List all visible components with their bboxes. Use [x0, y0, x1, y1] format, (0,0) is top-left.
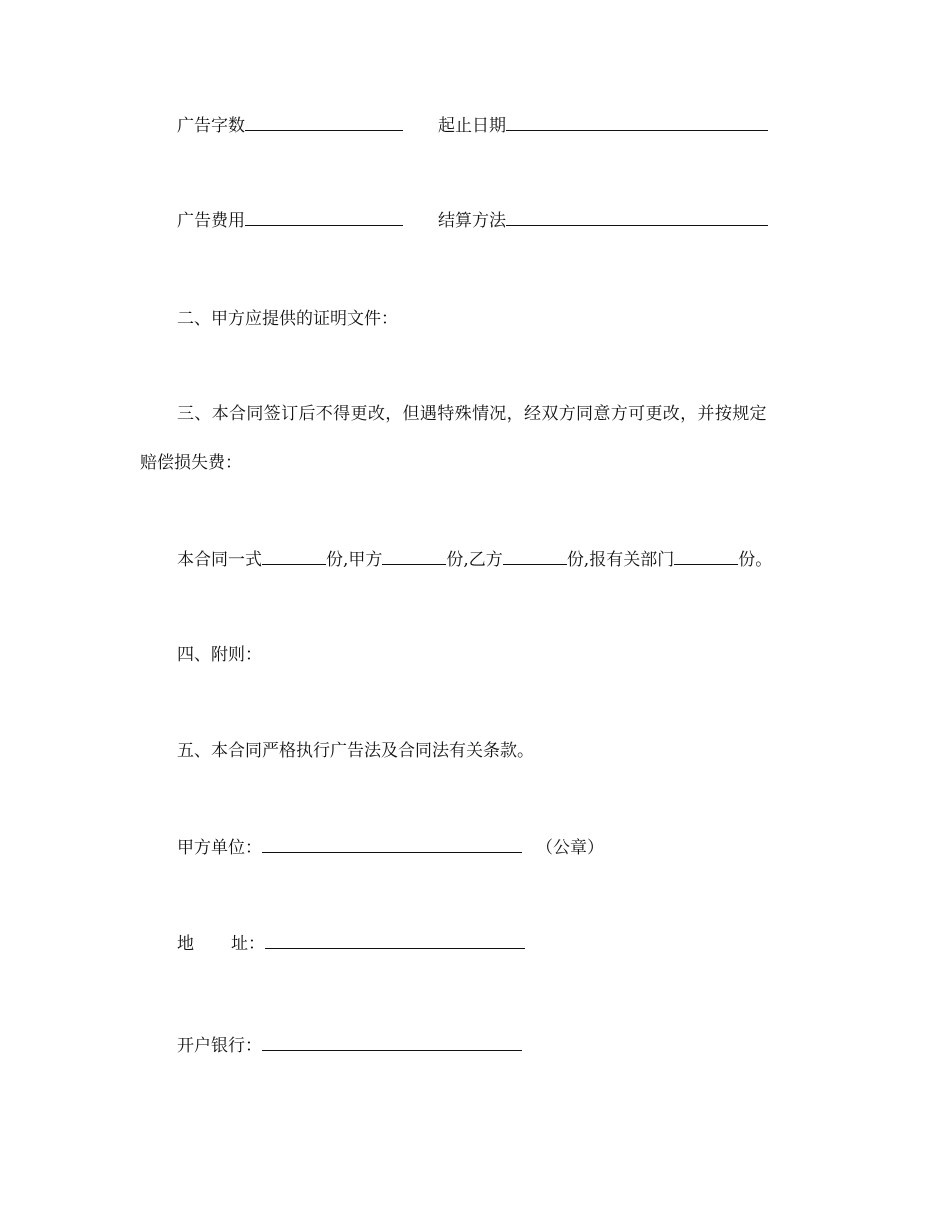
clause-3-line-2: 赔偿损失费： [140, 453, 242, 473]
clause-4: 四、附则： [177, 645, 262, 665]
ad-word-count-blank[interactable] [245, 114, 403, 131]
copies-label-4: 份,报有关部门 [566, 550, 675, 570]
settlement-method-field [438, 209, 768, 232]
party-a-blank[interactable] [262, 836, 522, 853]
address-field [177, 932, 525, 955]
copies-total-blank[interactable] [262, 548, 326, 565]
address-label-b: 址： [231, 934, 265, 954]
clause-2: 二、甲方应提供的证明文件： [177, 309, 398, 329]
address-blank[interactable] [265, 932, 525, 949]
copies-party-b-blank[interactable] [503, 548, 567, 565]
bank-label: 开户银行： [177, 1036, 262, 1056]
copies-department-blank[interactable] [674, 548, 738, 565]
ad-fee-label: 广告费用 [177, 211, 245, 231]
copies-label-1: 本合同一式 [177, 550, 262, 570]
address-label-a: 地 [177, 934, 194, 954]
clause-5: 五、本合同严格执行广告法及合同法有关条款。 [177, 741, 534, 761]
party-a-label: 甲方单位： [177, 838, 262, 858]
ad-fee-blank[interactable] [245, 209, 403, 226]
party-a-field [177, 836, 604, 859]
copies-line [177, 548, 772, 571]
settlement-method-label: 结算方法 [438, 211, 506, 231]
clause-3-line-1: 三、本合同签订后不得更改，但遇特殊情况，经双方同意方可更改，并按规定 [177, 404, 767, 424]
ad-fee-field [177, 209, 403, 232]
date-range-field [438, 114, 768, 137]
copies-label-3: 份,乙方 [446, 550, 503, 570]
ad-word-count-label: 广告字数 [177, 116, 245, 136]
settlement-method-blank[interactable] [506, 209, 768, 226]
copies-label-2: 份,甲方 [326, 550, 383, 570]
seal-label: （公章） [536, 838, 604, 858]
copies-party-a-blank[interactable] [382, 548, 446, 565]
bank-blank[interactable] [262, 1034, 522, 1051]
copies-label-5: 份。 [738, 550, 773, 570]
ad-word-count-field [177, 114, 403, 137]
bank-field [177, 1034, 522, 1057]
date-range-blank[interactable] [506, 114, 768, 131]
date-range-label: 起止日期 [438, 116, 506, 136]
